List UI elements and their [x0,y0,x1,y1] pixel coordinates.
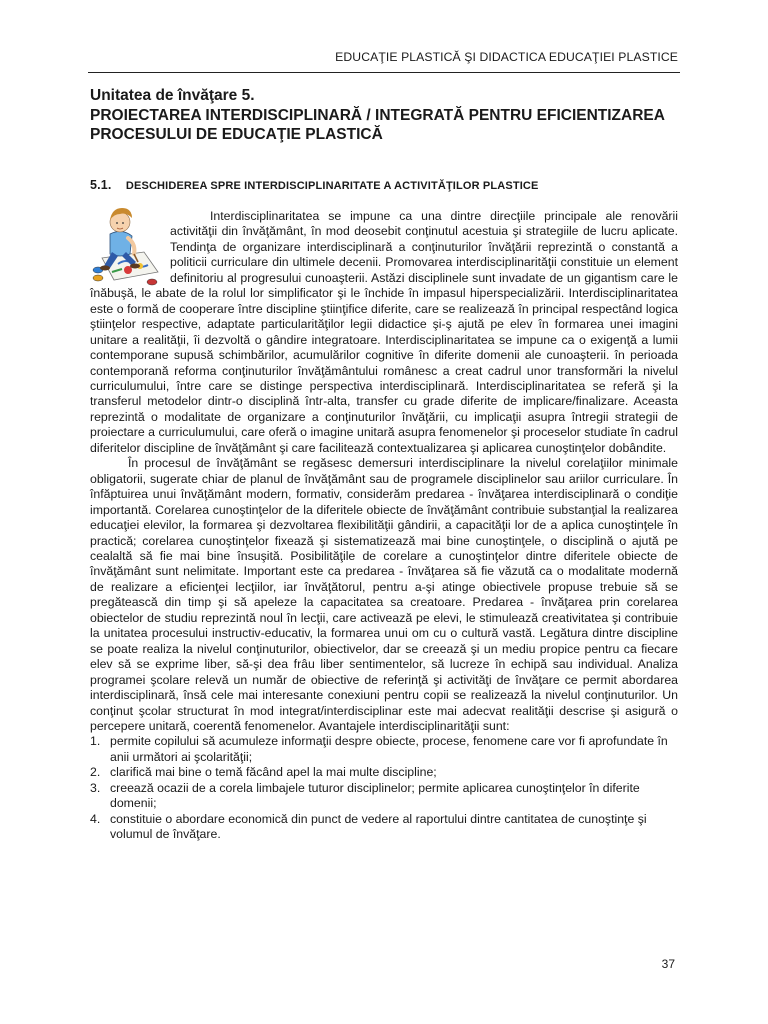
list-item-text: permite copilului să acumuleze informaţii despre obiecte, procese, fenomene care vor fi aprofundate în anii următori ai şcolarităţii; [110,734,668,764]
list-item [90,812,678,843]
section-heading [90,178,708,192]
unit-heading [90,86,708,145]
list-item-text: constituie o abordare economică din punct de vedere al raportului dintre cantitatea de cunoştinţe şi volumul de învăţare. [110,811,647,842]
advantages-list [90,734,678,842]
running-header-text: EDUCAŢIE PLASTICĂ ŞI DIDACTICA EDUCAŢIEI PLASTICE [335,50,678,64]
running-header [0,50,678,64]
list-item-number: 3. [90,780,101,795]
unit-label: Unitatea de învăţare 5. [90,87,255,104]
unit-title-line-2: PROCESULUI DE EDUCAŢIE PLASTICĂ [90,126,383,143]
unit-title-line-1: PROIECTAREA INTERDISCIPLINARĂ / INTEGRATĂ PENTRU EFICIENTIZAREA [90,106,665,124]
paragraph-1: Interdisciplinaritatea se impune ca una dintre direcţiile principale ale renovării activităţii din învăţământ, în mod deosebit conţinutul acestuia şi strategiile de lucru aplicate. Tendinţa de organizare interdisciplinară a conţinuturilor învăţării reprezintă o constantă a politicii curriculare din ultimele decenii. Promovarea interdisciplinarităţii constituie un element definitoriu al progresului cunoaşterii. Astăzi disciplinele sunt invadate de un gigantism care le înăbuşă, le abate de la rolul lor simplificator şi le închide în impasul hiperspecializării. Interdisciplinaritatea este o formă de cooperare între discipline ştiinţifice diferite, care se realizează în principal respectând logica ştiinţelor respective, adaptate particularităţilor legii didactice şi-ş ajută pe elev în formarea unei imagini unitare a realităţii, îi dezvoltă o gândire integratoare. Interdisciplinaritatea se impune ca o exigenţă a lumii contemporane supusă schimbărilor, acumulărilor cognitive în diferite domenii ale cunoaşterii. în perioada contemporană reforma conţinuturilor învăţământului românesc a creat cadrul unor transformări la nivelul curriculumului, între care se distinge perspectiva interdisciplinară. Interdisciplinaritatea se referă şi la transferul metodelor dintr-o disciplină într-alta, transfer cu grade diferite de implicare/finalizare. Aceasta reprezintă o modalitate de organizare a conţinuturilor învăţării, cu implicaţii asupra întregii strategii de proiectare a curriculumului, care oferă o imagine unitară asupra fenomenelor şi proceselor studiate în cadrul diferitelor discipline de învăţământ şi care facilitează contextualizarea şi aplicarea cunoştinţelor dobândite. [90,209,678,455]
paragraph-2: În procesul de învăţământ se regăsesc demersuri interdisciplinare la nivelul corelaţiilor minimale obligatorii, sugerate chiar de planul de învăţământ sau de programele disciplinelor sau ariilor curriculare. În înfăptuirea unui învăţământ modern, formativ, considerăm predarea - învăţarea interdisciplinară o condiţie importantă. Corelarea cunoştinţelor de la diferitele obiecte de învăţământ contribuie substanţial la realizarea educaţiei elevilor, la formarea şi dezvoltarea flexibilităţii gândirii, a capacităţii lor de a aplica cunoştinţele în practică; corelarea cunoştinţelor fixează şi sistematizează mai bine cunoştinţele, o disciplină o ajută pe cealaltă să fie mai bine însuşită. Posibilităţile de corelare a cunoştinţelor dintre diferitele obiecte de învăţământ sunt nelimitate. Important este ca predarea - învăţarea să fie văzută ca o modalitate modernă de realizare a eficienţei lecţiilor, iar învăţătorul, pentru a-şi atinge obiectivele propuse trebuie să se pregătească din timp şi să apeleze la capacitatea sa creatoare. Predarea - învăţarea prin corelarea obiectelor de studiu reprezintă noul în lecţii, care activează pe elevi, le stimulează creativitatea şi contribuie la unitatea procesului instructiv-educativ, la formarea unui om cu o cultură vastă. Legătura dintre discipline se poate realiza la nivelul conţinuturilor, obiectivelor, dar se creează şi un mediu propice pentru ca fiecare elev să se exprime liber, să-şi dea frâu liber sentimentelor, să lucreze în echipă sau individual. Analiza programei şcolare relevă un număr de obiective de referinţă şi activităţi de învăţare ce permit abordarea interdisciplinară, însă cele mai interesante conexiuni pentru copii se realizează la nivelul conţinuturilor. Un conţinut şcolar structurat în mod integrat/interdisciplinar este mai adecvat realităţii descrise şi asigură o percepere unitară, coerentă fenomenelor. Avantajele interdisciplinarităţii sunt: [90,456,678,733]
page-number: 37 [661,957,675,971]
list-item-number: 4. [90,811,101,826]
list-item [90,734,678,765]
list-item [90,781,678,812]
header-divider [88,72,680,73]
section-number: 5.1. [90,178,112,192]
list-item-text: creează ocazii de a corela limbajele tuturor disciplinelor; permite aplicarea cunoştinţelor în diferite domenii; [110,780,640,811]
list-item [90,765,678,780]
list-item-number: 2. [90,765,101,780]
list-item-text: clarifică mai bine o temă făcând apel la mai multe discipline; [110,765,437,780]
list-item-number: 1. [90,734,101,749]
section-title: DESCHIDEREA SPRE INTERDISCIPLINARITATE A ACTIVITĂŢILOR PLASTICE [125,180,539,192]
illustration-spacer [90,209,170,281]
body-text [90,209,678,843]
